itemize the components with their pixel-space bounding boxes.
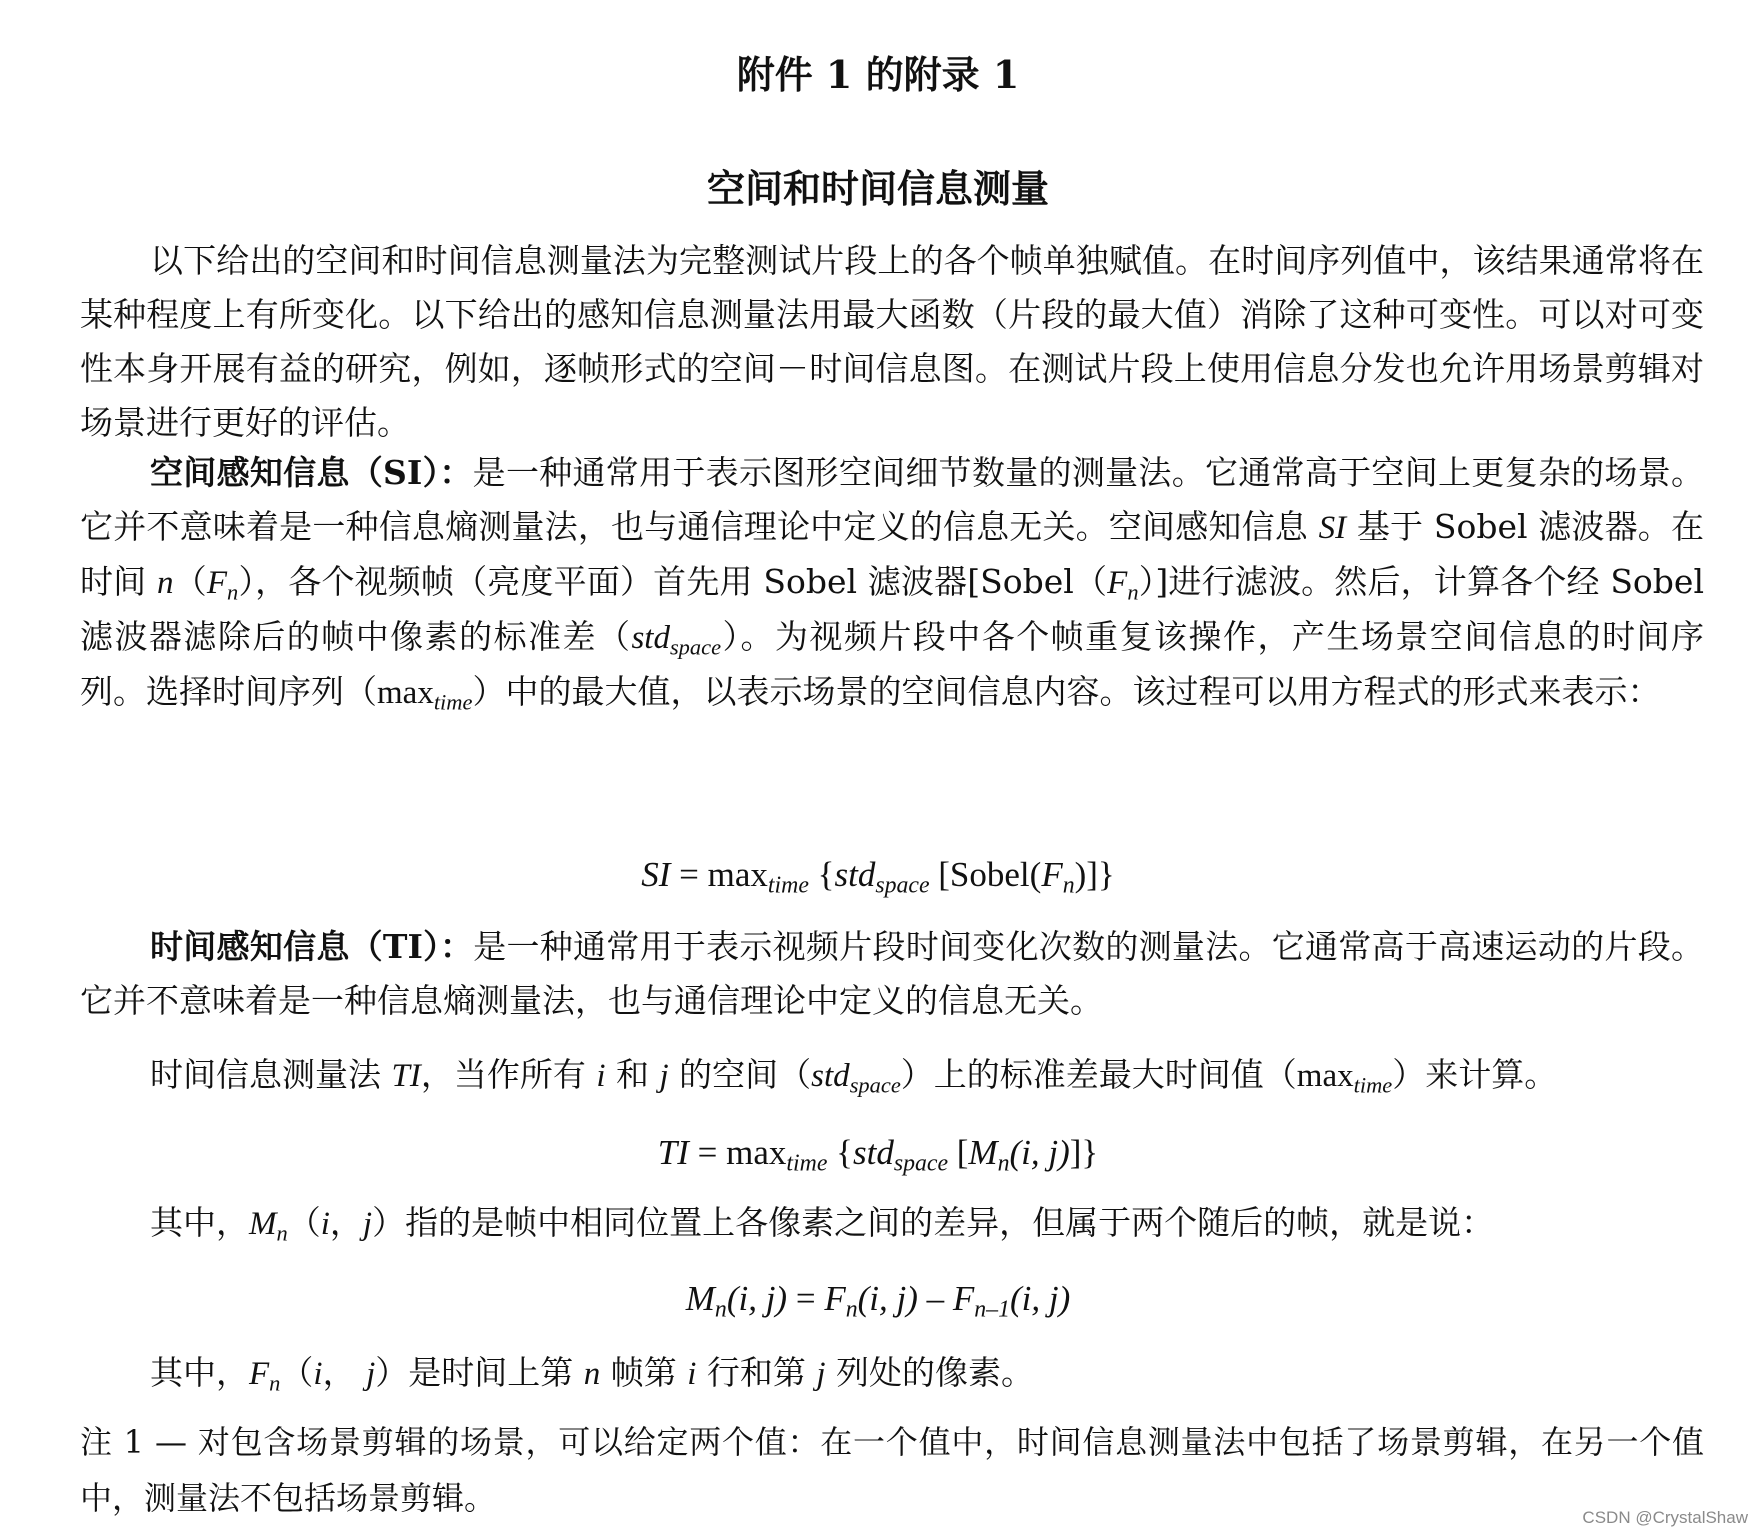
mn-formula: $M_n(i$, $j) = F_n(i$, $j) - F_{n-1}(i$, j) — [685, 1279, 1071, 1323]
ti-heading: 时间感知信息（TI）： — [150, 927, 474, 966]
fn-definition: 其中，$F_n(i$， j）是时间上第 n 帧第 i 行和第 j 列处的像素。 — [150, 1353, 1035, 1396]
ti-calculation: 时间信息测量法 TI，当作所有 i 和 j 的空间（std$_{space}$）上的标准差最大时间值$(\max_{time})$来计算。 — [150, 1055, 1558, 1098]
ti-paragraph: 时间感知信息（TI）：是一种通常用于表示视频片段时间变化次数的测量法。它通常高于高速运动的片段。它并不意味着是一种信息熵测量法，也与通信理论中定义的信息无关。 — [80, 927, 1705, 1020]
intro-paragraph: 以下给出的空间和时间信息测量法为完整测试片段上的各个帧单独赋值。在时间序列值中，该结果通常将在某种程度上有所变化。以下给出的感知信息测量法用最大函数（片段的最大值）消除了这种可变性。可以对可变性本身开展有益的研究，例如，逐帧形式的空间－时间信息图。在测试片段上使用信息分发也允许用场景剪辑对场景进行更好的评估。 — [80, 241, 1704, 442]
section-title: 空间和时间信息测量 — [706, 166, 1049, 211]
si-heading: 空间感知信息（SI）： — [150, 453, 473, 492]
si-paragraph: 空间感知信息（SI）：是一种通常用于表示图形空间细节数量的测量法。它通常高于空间上更复杂的场景。它并不意味着是一种信息熵测量法，也与通信理论中定义的信息无关。空间感知信息 SI 基于 Sobel 滤波器。在时间 $n(F_n)$，各个视频帧（亮度平面）首先用 Sobel 滤波器$[Sobel(F_n)]$进行滤波。然后，计算各个经 Sobel 滤波器滤除后的帧中像素的标准差（std$_{space}$）。为视频片段中各个帧重复该操作，产生场景空间信息的时间序列。选择时间序列$(\max_{time})$中的最大值，以表示场景的空间信息内容。该过程可以用方程式的形式来表示： — [80, 453, 1705, 715]
ti-formula: TI = $\max_{time} \{std_{space}$ [$M_n(i$, j)]} — [657, 1133, 1099, 1177]
watermark: CSDN @CrystalShaw — [1582, 1508, 1748, 1527]
appendix-title: 附件 1 的附录 1 — [736, 52, 1020, 97]
note-1: 注 1 — 对包含场景剪辑的场景，可以给定两个值：在一个值中，时间信息测量法中包括了场景剪辑，在另一个值中，测量法不包括场景剪辑。 — [80, 1423, 1704, 1517]
mn-definition: 其中，$M_n(i$，j）指的是帧中相同位置上各像素之间的差异，但属于两个随后的帧，就是说： — [150, 1203, 1495, 1246]
si-formula: SI = $\max_{time} \{std_{space}$ $[Sobel(F_n)]$} — [641, 855, 1115, 899]
